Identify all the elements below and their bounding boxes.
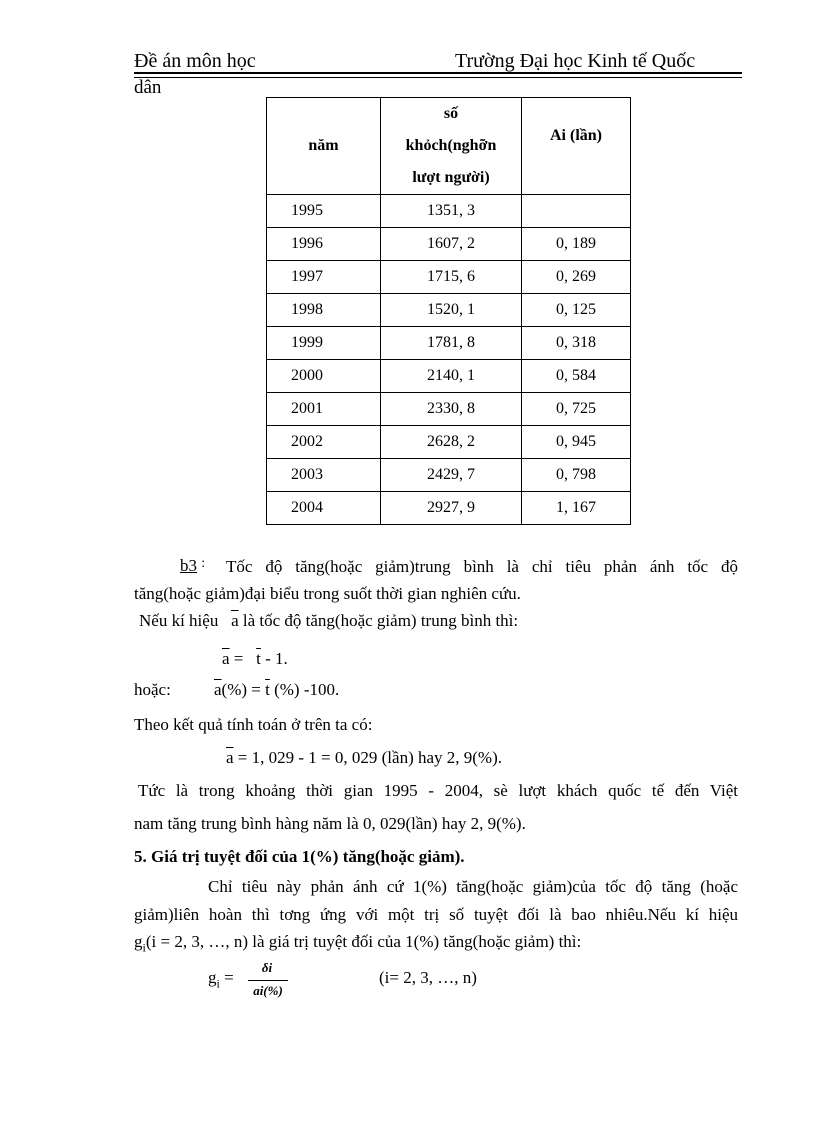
table-row — [267, 459, 631, 492]
table-row — [267, 360, 631, 393]
table-row — [267, 492, 631, 525]
header-visitors: số khỏch(nghỡn lượt người) — [381, 98, 522, 195]
header-right: Trường Đại học Kinh tế Quốc — [455, 50, 696, 72]
formula-2: $\overline{a}(\%) = \overline{t}$ (%) -100. — [214, 680, 340, 699]
header-rule-thin — [134, 77, 742, 78]
cell-year: 2001 — [267, 393, 381, 426]
cell-ai: 0, 584 — [522, 360, 631, 393]
conclusion-line1: Tức là trong khoảng thời gian 1995 - 2004, sè lượt khách quốc tế đến Việt — [138, 781, 738, 800]
cell-year: 1999 — [267, 327, 381, 360]
cell-year: 1997 — [267, 261, 381, 294]
table-row — [267, 327, 631, 360]
table-row — [267, 228, 631, 261]
cell-visitors: 1607, 2 — [381, 228, 522, 261]
conclusion-line2: nam tăng trung bình hàng năm là 0, 029(lần) hay 2, 9(%). — [134, 814, 526, 833]
header-continuation: dân — [134, 77, 162, 98]
table-row — [267, 294, 631, 327]
b3-text-line1: Tốc độ tăng(hoặc giảm)trung bình là chỉ tiêu phản ánh tốc độ — [226, 557, 738, 576]
cell-year: 1995 — [267, 195, 381, 228]
formula-3: $\overline{a} = 1$, 029 - 1 = 0, 029 (lần) hay 2, 9(%). — [226, 748, 503, 767]
table-row — [267, 426, 631, 459]
header-ai: Ai (lần) — [522, 98, 631, 195]
cell-ai: 0, 945 — [522, 426, 631, 459]
cell-visitors: 1351, 3 — [381, 195, 522, 228]
section-5-line1: Chỉ tiêu này phản ánh cứ 1(%) tăng(hoặc giảm)của tốc độ tăng (hoặc — [208, 877, 738, 896]
cell-ai: 1, 167 — [522, 492, 631, 525]
cell-year: 1996 — [267, 228, 381, 261]
table-row — [267, 195, 631, 228]
formula-1: $\overline{a}$ = $\overline{t} - 1$. — [222, 649, 288, 668]
header-year: năm — [267, 98, 381, 195]
notation-line: Nếu kí hiệu $\overline{a}$ là tốc độ tăng(hoặc giảm) trung bình thì: — [139, 611, 519, 630]
header-rule — [134, 72, 742, 74]
cell-year: 2004 — [267, 492, 381, 525]
cell-ai: 0, 725 — [522, 393, 631, 426]
cell-visitors: 1781, 8 — [381, 327, 522, 360]
cell-ai — [522, 195, 631, 228]
or-label: hoặc: — [134, 680, 171, 699]
formula-numerator: δi — [261, 960, 273, 975]
cell-ai: 0, 125 — [522, 294, 631, 327]
header-left: Đề án môn học — [134, 50, 256, 72]
section-5-line2: giảm)liên hoàn thì tơng ứng với một trị số tuyệt đối là bao nhiêu.Nếu kí hiệu — [134, 905, 738, 924]
cell-year: 2002 — [267, 426, 381, 459]
cell-ai: 0, 318 — [522, 327, 631, 360]
table-header-row — [267, 98, 631, 195]
section-5-heading: 5. Giá trị tuyệt đối của 1(%) tăng(hoặc giảm). — [134, 847, 465, 866]
cell-year: 2003 — [267, 459, 381, 492]
cell-visitors: 2429, 7 — [381, 459, 522, 492]
cell-visitors: 2628, 2 — [381, 426, 522, 459]
fraction-bar — [248, 980, 288, 981]
cell-visitors: 1520, 1 — [381, 294, 522, 327]
formula-range: (i= 2, 3, …, n) — [379, 968, 477, 987]
formula-denominator: ai(%) — [253, 983, 283, 998]
cell-ai: 0, 798 — [522, 459, 631, 492]
cell-year: 2000 — [267, 360, 381, 393]
cell-visitors: 1715, 6 — [381, 261, 522, 294]
cell-ai: 0, 189 — [522, 228, 631, 261]
table-row — [267, 261, 631, 294]
b3-label: b3 : — [180, 556, 206, 575]
cell-ai: 0, 269 — [522, 261, 631, 294]
b3-text-line2: tăng(hoặc giảm)đại biểu trong suốt thời gian nghiên cứu. — [134, 584, 521, 603]
formula-gi-lhs: $g_i$ = — [208, 968, 234, 991]
section-5-line3: $g_i(i = 2$, 3, …, n) là giá trị tuyệt đối của 1(%) tăng(hoặc giảm) thì: — [134, 932, 582, 955]
table-row — [267, 393, 631, 426]
cell-visitors: 2330, 8 — [381, 393, 522, 426]
cell-visitors: 2140, 1 — [381, 360, 522, 393]
cell-year: 1998 — [267, 294, 381, 327]
result-intro: Theo kết quả tính toán ở trên ta có: — [134, 715, 373, 734]
cell-visitors: 2927, 9 — [381, 492, 522, 525]
visitor-table — [266, 97, 631, 525]
